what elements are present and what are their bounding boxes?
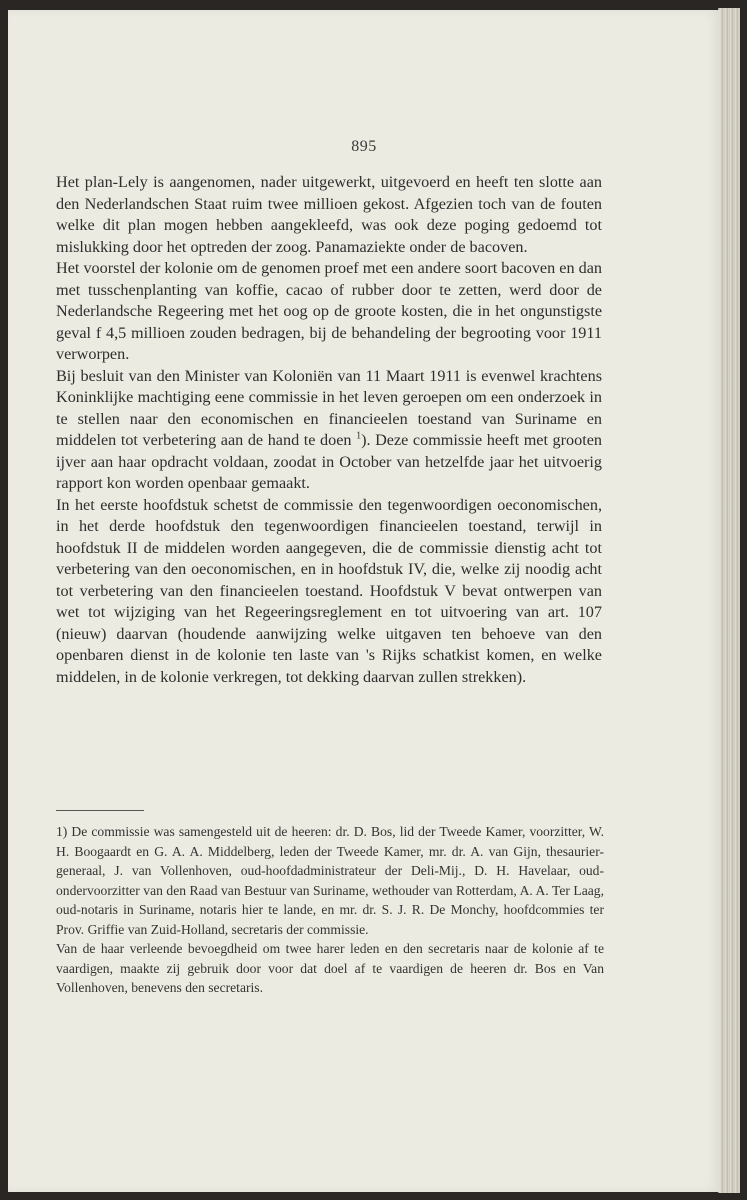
footnote-2: Van de haar verleende bevoegdheid om twee harer leden en den secretaris naar de kolonie af te vaardigen, maakte zij gebruik door voor dat doel af te vaardigen de heeren dr. Bos en Van Vollenhoven, benevens den secretaris. — [56, 941, 604, 995]
page-number: 895 — [351, 138, 377, 155]
paragraph-3-before: Bij besluit van den Minister van Koloniën van 11 Maart 1911 is evenwel krachtens Koninklijke machtiging eene commissie in het leven geroepen om een onderzoek in te stellen naar den economischen en financieelen toestand van Suriname en middelen tot verbetering aan de hand te doen — [56, 366, 602, 449]
paragraph-2: Het voorstel der kolonie om de genomen proef met een andere soort bacoven en dan met tusschenplanting van koffie, cacao of rubber door te zetten, werd door de Nederlandsche Regeering met het oog op de groote kosten, die in het ongunstigste geval f 4,5 millioen zouden bedragen, bij de behandeling der begrooting voor 1911 verworpen. — [56, 259, 602, 363]
paragraph-3-after: ). Deze commissie heeft met grooten ijver aan haar opdracht voldaan, zoodat in October van hetzelfde jaar het uitvoerig rapport kon worden openbaar gemaakt. — [56, 431, 602, 492]
footnote-1 — [56, 822, 604, 939]
page-edge — [718, 8, 740, 1193]
paragraph-1: Het plan-Lely is aangenomen, nader uitgewerkt, uitgevoerd en heeft ten slotte aan den Nederlandschen Staat ruim twee millioen gekost. Afgezien toch van de fouten welke dit plan mogen hebben aangekleefd, was ook deze poging gedoemd tot mislukking door het optreden der zoog. Panamaziekte onder de bacoven. — [56, 173, 602, 256]
footnotes — [56, 822, 604, 998]
document-page — [8, 10, 720, 1192]
footnote-1-text: ) De commissie was samengesteld uit de heeren: dr. D. Bos, lid der Tweede Kamer, voorzitter, W. H. Boogaardt en G. A. A. Middelberg, leden der Tweede Kamer, mr. dr. A. van Gijn, thesaurier-generaal, J. van Vollenhoven, oud-hoofdadministrateur der Deli-Mij., D. H. Havelaar, oud-ondervoorzitter van den Raad van Bestuur van Suriname, wethouder van Rotterdam, A. A. Ter Laag, oud-notaris in Suriname, notaris hier te lande, en mr. dr. S. J. R. De Monchy, hoofdcommies ter Prov. Griffie van Zuid-Holland, secretaris der commissie. — [56, 824, 604, 937]
paragraph-3 — [56, 366, 602, 495]
footnote-divider — [56, 810, 144, 811]
body-text — [56, 172, 602, 688]
paragraph-4: In het eerste hoofdstuk schetst de commissie den tegenwoordigen oeconomischen, in het derde hoofdstuk den tegenwoordigen financieelen toestand, terwijl in hoofdstuk II de middelen worden aangegeven, die de commissie dienstig acht tot verbetering van den oeconomischen, en in hoofdstuk IV, die, welke zij noodig acht tot verbetering van den financieelen toestand. Hoofdstuk V bevat ontwerpen van wet tot wijziging van het Regeeringsreglement en tot uitvoering van art. 107 (nieuw) daarvan (houdende aanwijzing welke uitgaven ten behoeve van den openbaren dienst in de kolonie ten laste van 's Rijks schatkist komen, en welke middelen, in de kolonie verkregen, tot dekking daarvan zullen strekken). — [56, 495, 602, 686]
footnote-mark: 1 — [56, 824, 63, 839]
footnote-reference[interactable]: 1 — [356, 430, 362, 442]
